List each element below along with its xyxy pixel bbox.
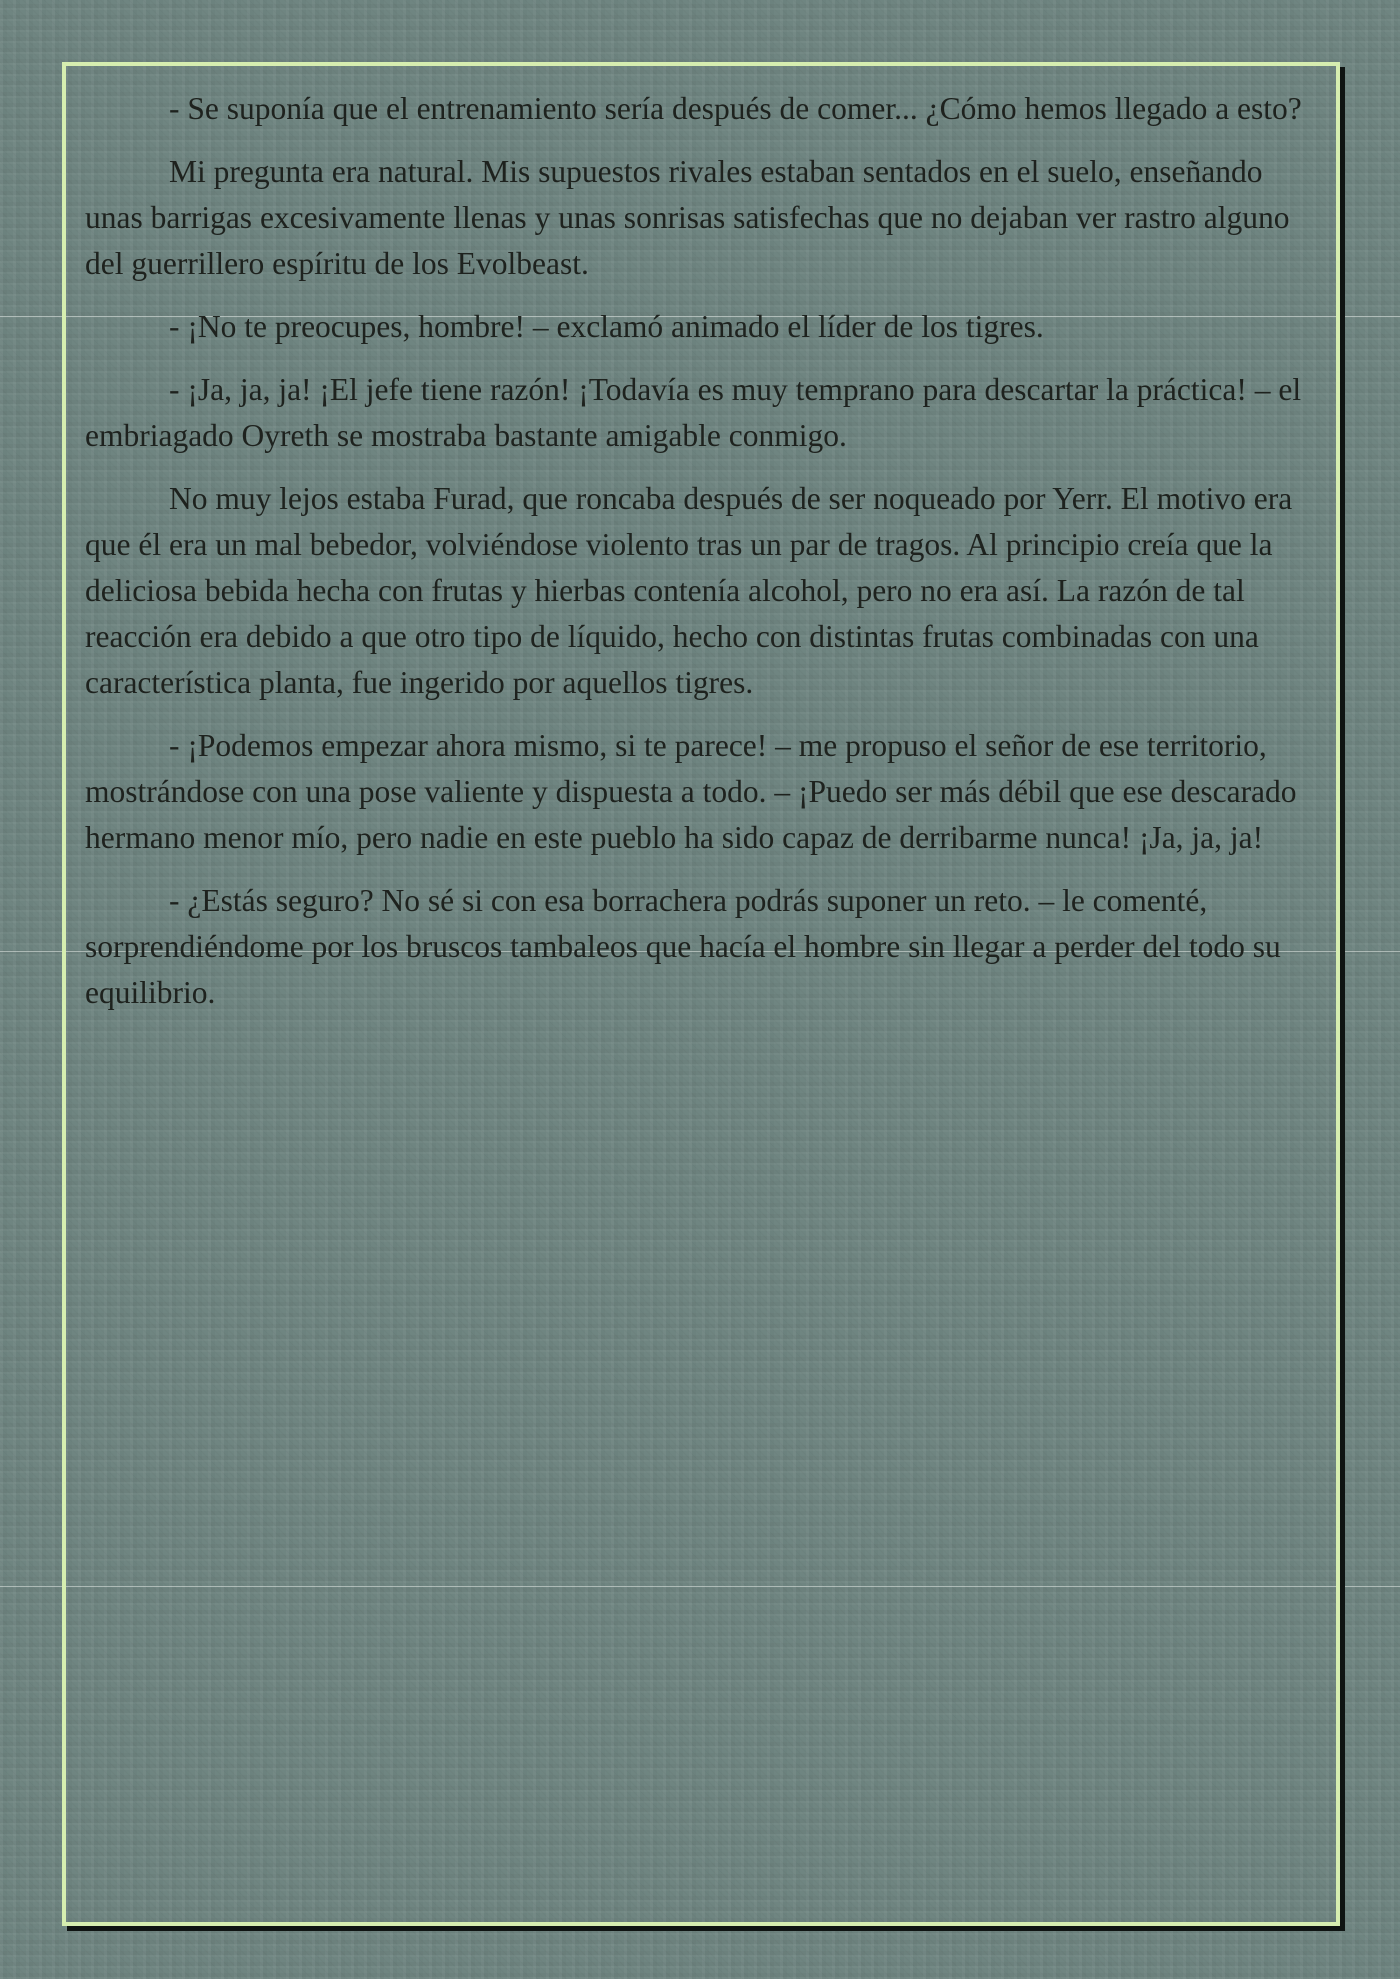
paragraph: No muy lejos estaba Furad, que roncaba después de ser noqueado por Yerr. El motivo era que él era un mal bebedor, volviéndose violento tras un par de tragos. Al principio creía que la deliciosa bebida hecha con frutas y hierbas contenía alcohol, pero no era así. La razón de tal reacción era debido a que otro tipo de líquido, hecho con distintas frutas combinadas con una característica planta, fue ingerido por aquellos tigres.: [85, 481, 1293, 700]
paragraph: - ¿Estás seguro? No sé si con esa borrachera podrás suponer un reto. – le comenté, sorprendiéndome por los bruscos tambaleos que hacía el hombre sin llegar a perder del todo su equilibrio.: [85, 883, 1281, 1010]
paragraph: - ¡Podemos empezar ahora mismo, si te parece! – me propuso el señor de ese territorio, mostrándose con una pose valiente y dispuesta a todo. – ¡Puedo ser más débil que ese descarado hermano menor mío, pero nadie en este pueblo ha sido capaz de derribarme nunca! ¡Ja, ja, ja!: [85, 728, 1297, 855]
document-body: [85, 86, 1323, 1033]
paragraph: Mi pregunta era natural. Mis supuestos rivales estaban sentados en el suelo, enseñando unas barrigas excesivamente llenas y unas sonrisas satisfechas que no dejaban ver rastro alguno del guerrillero espíritu de los Evolbeast.: [85, 154, 1290, 281]
paragraph: - Se suponía que el entrenamiento sería después de comer... ¿Cómo hemos llegado a esto?: [169, 91, 1302, 126]
document-page-frame: [62, 62, 1340, 1926]
paragraph: - ¡No te preocupes, hombre! – exclamó animado el líder de los tigres.: [169, 309, 1044, 344]
paragraph: - ¡Ja, ja, ja! ¡El jefe tiene razón! ¡Todavía es muy temprano para descartar la práctica! – el embriagado Oyreth se mostraba bastante amigable conmigo.: [85, 372, 1302, 453]
